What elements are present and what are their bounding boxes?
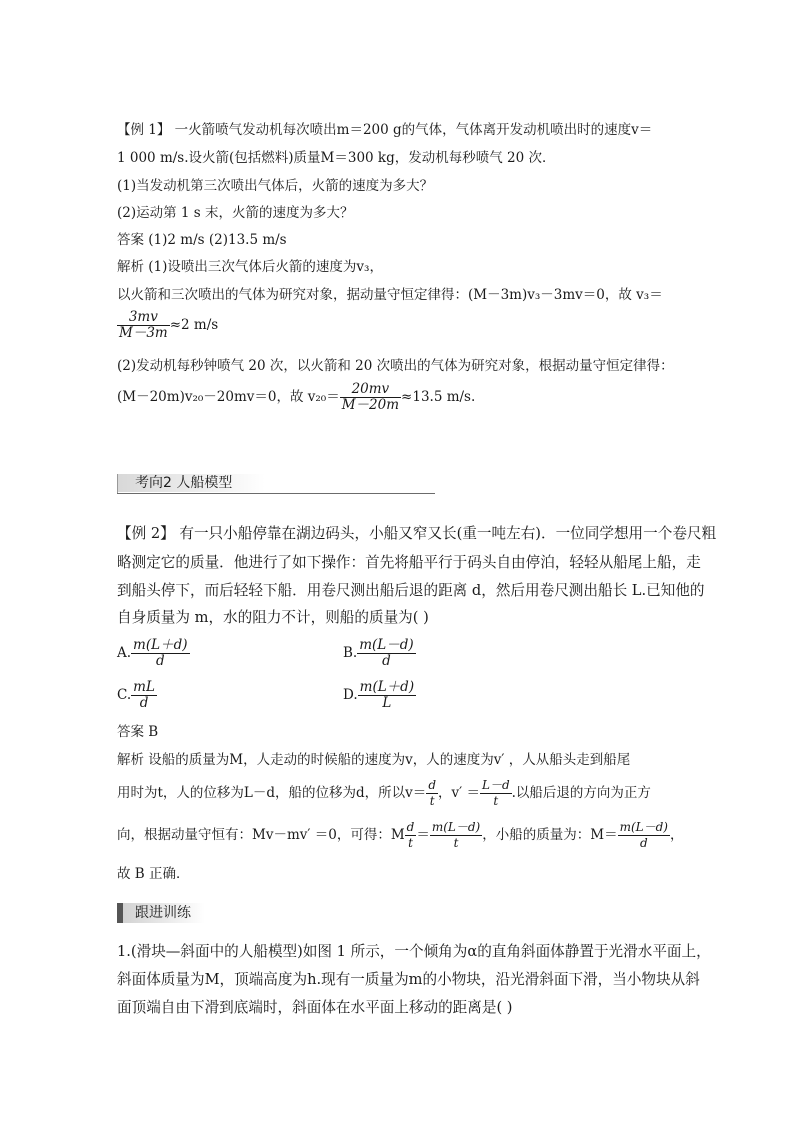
- problem1-line1: 1.(滑块—斜面中的人船模型)如图 1 所示，一个倾角为α的直角斜面体静置于光滑水平面上，: [117, 943, 711, 960]
- example2-line3: 到船头停下，而后轻轻下船．用卷尺测出船后退的距离 d，然后用卷尺测出船长 L.已知他的: [117, 582, 705, 599]
- example1-solution-line4: (2)发动机每秒钟喷气 20 次，以火箭和 20 次喷出的气体为研究对象，根据动量守恒定律得：: [117, 358, 674, 374]
- fraction: $\frac{m(L+d)}{L}$: [359, 679, 415, 711]
- fraction: $\frac{mL}{d}$: [133, 679, 155, 711]
- option-a: A. $\frac{m(L+d)}{d}$: [117, 637, 188, 669]
- example1-line2: 1 000 m/s.设火箭(包括燃料)质量M＝300 kg，发动机每秒喷气 20 次．: [117, 150, 556, 166]
- problem1-line3: 面顶端自由下滑到底端时，斜面体在水平面上移动的距离是( ): [117, 999, 513, 1016]
- fraction: $\frac{m(L-d)}{d}$: [359, 637, 414, 669]
- fraction: $\frac{m(L-d)}{d}$: [619, 820, 668, 850]
- follow-up-header: [117, 903, 205, 923]
- section-header: [117, 474, 435, 494]
- fraction: $\frac{L-d}{t}$: [481, 778, 510, 808]
- example2-solution-line2: 用时为t，人的位移为L－d，船的位移为d，所以v＝ $\frac{d}{t}$ ，v′ ＝ $\frac{L-d}{t}$ .以船后退的方向为正方: [117, 778, 651, 808]
- example1-answer: 答案 (1)2 m/s (2)13.5 m/s: [117, 232, 287, 248]
- option-c: C. $\frac{mL}{d}$: [117, 679, 155, 711]
- example1-question2: (2)运动第 1 s 末，火箭的速度为多大？: [117, 205, 354, 221]
- section-label: 考向2 人船模型: [135, 475, 233, 491]
- problem1-line2: 斜面体质量为M，顶端高度为h.现有一质量为m的小物块，沿光滑斜面下滑，当小物块从斜: [117, 971, 700, 988]
- fraction: $\frac{20mv}{M-20m}$: [341, 381, 400, 413]
- example1-solution-line2: 以火箭和三次喷出的气体为研究对象，据动量守恒定律得：(M－3m)v₃－3mv＝0，故 v₃＝: [117, 287, 663, 303]
- fraction: $\frac{m(L+d)}{d}$: [133, 637, 188, 669]
- example1-solution-line3: $\frac{3mv}{M-3m}$ ≈2 m/s: [119, 309, 219, 341]
- example2-solution-line3: 向，根据动量守恒有：Mv－mv′ ＝0，可得：M $\frac{d}{t}$ ＝ $\frac{m(L-d)}{t}$ ，小船的质量为：M＝ $\frac{m(L-d)}{d}$ ，: [117, 820, 684, 850]
- example2-solution-line1: 解析 设船的质量为M，人走动的时候船的速度为v，人的速度为v′ ，人从船头走到船尾: [117, 752, 631, 768]
- follow-up-label: 跟进训练: [135, 905, 191, 921]
- fraction: $\frac{m(L-d)}{t}$: [431, 820, 481, 850]
- example2-line4: 自身质量为 m，水的阻力不计，则船的质量为( ): [117, 609, 429, 626]
- fraction: $\frac{d}{t}$: [406, 820, 415, 850]
- fraction: $\frac{d}{t}$: [428, 778, 436, 808]
- example1-solution-line1: 解析 (1)设喷出三次气体后火箭的速度为v₃，: [117, 259, 383, 275]
- example1-question1: (1)当发动机第三次喷出气体后，火箭的速度为多大？: [117, 178, 434, 194]
- example1-solution-line5: (M－20m)v₂₀－20mv＝0，故 v₂₀＝ $\frac{20mv}{M-20m}$ ≈13.5 m/s.: [117, 381, 476, 413]
- example2-line1: 【例 2】 有一只小船停靠在湖边码头，小船又窄又长(重一吨左右)．一位同学想用一个卷尺粗: [117, 525, 717, 542]
- example1-line1: 【例 1】 一火箭喷气发动机每次喷出m＝200 g的气体，气体离开发动机喷出时的速度v＝: [117, 122, 653, 138]
- example2-answer: 答案 B: [117, 724, 159, 740]
- option-d: D. $\frac{m(L+d)}{L}$: [343, 679, 415, 711]
- option-b: B. $\frac{m(L-d)}{d}$: [343, 637, 414, 669]
- example2-solution-line4: 故 B 正确．: [117, 866, 190, 882]
- fraction: $\frac{3mv}{M-3m}$: [119, 309, 168, 341]
- example2-line2: 略测定它的质量．他进行了如下操作：首先将船平行于码头自由停泊，轻轻从船尾上船，走: [117, 554, 701, 571]
